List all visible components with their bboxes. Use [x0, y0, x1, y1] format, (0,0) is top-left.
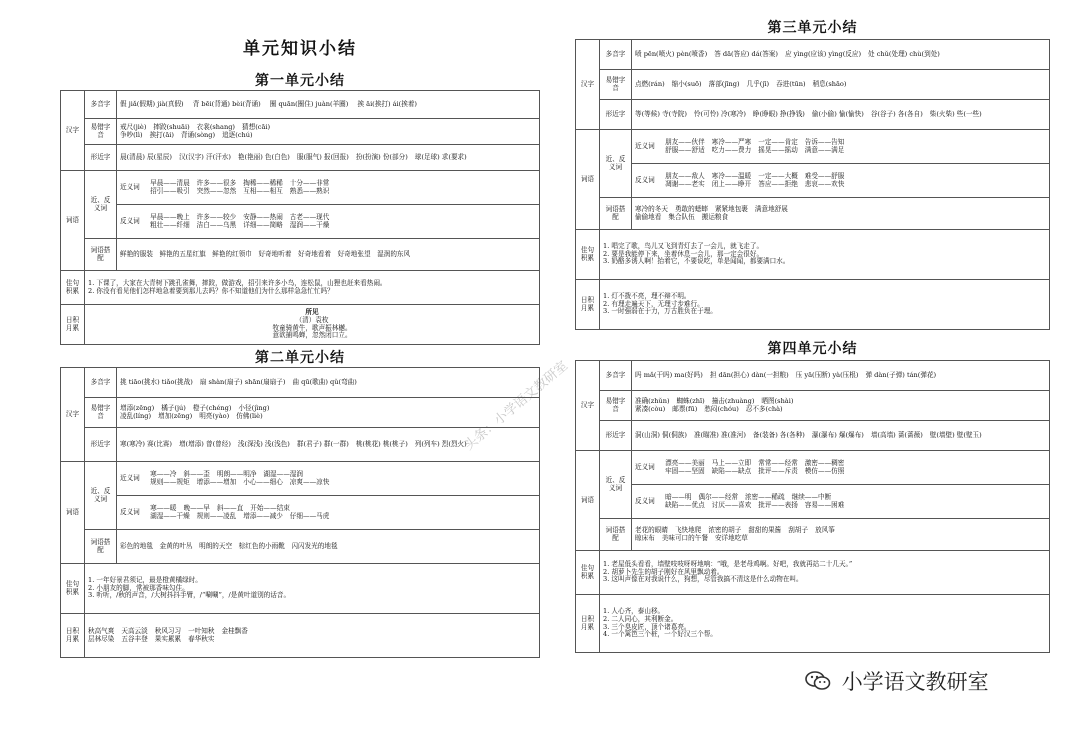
dapei-cell: 鲜艳的服装 鲜艳的五星红旗 鲜艳的红领巾 好奇地听着 好奇地看着 好奇地张望 湿润的东风 [117, 239, 540, 271]
jiaju-cell: 1. 唱完了歌，鸟儿又飞到青灯去了一会儿，就飞走了。 2. 要是我能停下来，坐着休息一会儿，那一定会很好。 3. 奶酪多诱人啊！抬着它，不要说吃，单是闻闻，都要满口水。 [600, 230, 1050, 280]
jin-cell: 近义词 漂亮——美丽 马上——立即 常常——经常 激密——稠密 牢固——坚固 缺陷——缺点 批评——斥责 模仿——仿照 [632, 451, 1050, 485]
unit4-table: 汉字 多音字 吗 mǎ(干吗) ma(好吗) 担 dān(担心) dàn(一担粮) 压 yā(压断) yà(压根) 弹 dàn(子弹) tán(弹花) 易错字音 准确(zhǔn) 蜘蛛(zhī) 撞击(zhuàng) 晒图(shài) 紧凑(còu) 邮票(fū) 愁闷(chóu) 忍不多(chà) 形近字 洞(山洞) 侗(侗族) 准(瞄准) 准(准河) 备(装备) 各(各种) 瀑(瀑布) 爆(爆布) 墙(高墙) 蔷(蔷薇) 壁(墙壁) 壁(壁玉) 词语 近、反义词 近义词 漂亮——美丽 马上——立即 常常——经常 激密——稠密 牢固——坚固 缺陷——缺点 批评——斥责 模仿——仿照 反义词 暗——明 偶尔——经常 浓密——稀疏 继续——中断 缺陷——优点 讨厌——喜欢 批评——表扬 容易——困难 词语搭配 老花的眼睛 飞快地爬 浓密的胡子 甜甜的果酱 刮胡子 放风筝 晾床布 美味可口的午餐 安详地吃草 佳句积累 1. 老屋低头看看，墙壁吱吱呀呀地响：“哦，是老母鸡啊。好吧，我就再站二十几天。” 2. 胡萝卜先生的胡子刚好在风里飘动着。 3. 这叫声像在对我说什么，狗想，尽管我搞不清这是什么动物在叫。 日积月累 1. 人心齐，泰山移。 2. 二人同心，其利断金。 3. 三个臭皮匠，顶个诸葛亮。 4. 一个篱笆三个桩，一个好汉三个帮。 [575, 360, 1050, 653]
sub-jinfan: 近、反义词 [85, 171, 117, 239]
sub-xingjin: 形近字 [85, 145, 117, 171]
left-page [60, 0, 540, 658]
duoyin-cell: 喷 pēn(喷火) pèn(喷香) 答 dā(答应) dá(答案) 应 yìng(应该) yìng(反应) 处 chǔ(处理) chù(到处) [632, 40, 1050, 70]
duoyin-cell: 挑 tiāo(挑水) tiǎo(挑战) 扇 shàn(扇子) shān(扇扇子) 曲 qū(歌曲) qǔ(弯曲) [117, 368, 540, 398]
yicuo-cell: 戒尺(jiè) 摔跤(shuāi) 衣裳(shang) 猜想(cāi) 争吵(lì) 挨打(āi) 背诵(sòng) 追逐(chú) [117, 119, 540, 145]
unit3-title: 第三单元小结 [767, 20, 858, 36]
yicuo-cell: 准确(zhǔn) 蜘蛛(zhī) 撞击(zhuàng) 晒图(shài) 紧凑(còu) 邮票(fū) 愁闷(chóu) 忍不多(chà) [632, 391, 1050, 421]
poem-cell: 所见 （清）袁枚 牧童骑黄牛，歌声振林樾。 意欲捕鸣蝉，忽然闭口立。 [85, 305, 540, 345]
yicuo-cell: 增添(zēng) 橘子(jú) 橙子(chéng) 小径(jìng) 凌乱(líng) 增加(zēng) 明亮(yào) 仿佛(liè) [117, 398, 540, 428]
watermark-text: 小学语文教研室 [841, 670, 989, 694]
duoyin-cell: 假 jiǎ(假期) jià(真假) 背 bēi(背通) bèi(背诵) 圈 quān(圈住) juàn(羊圈) 挨 āi(挨打) ái(挨着) [117, 91, 540, 119]
watermark-stamp: 头条：小学语文教研室 [461, 358, 571, 454]
xingjin-cell: 等(等候) 寺(寺院) 怜(可怜) 冷(寒冷) 睁(睁眼) 挣(挣钱) 偷(小偷) 愉(愉快) 谷(谷子) 各(各自) 柴(火柴) 些(一些) [632, 100, 1050, 130]
unit4-title: 第四单元小结 [767, 341, 858, 357]
dapei-cell: 彩色的地毯 金黄的叶丛 明朗的天空 棕红色的小雨靴 闪闪发光的地毯 [117, 530, 540, 564]
jiaju-cell: 1. 一年好景君须记，最是橙黄橘绿时。 2. 小朋友的脚，常被那香味勾住。 3. 听听，/秋的声音，/大树抖抖手臂，/“唰唰”，/是黄叶道别的话音。 [85, 564, 540, 614]
fan-cell: 反义词 暗——明 偶尔——经常 浓密——稀疏 继续——中断 缺陷——优点 讨厌——喜欢 批评——表扬 容易——困难 [632, 485, 1050, 519]
fan-cell: 反义词 寒——暖 晚——早 斜——直 开始——结束 湖湿——干燥 规则——凌乱 增添——减少 仔细——马虎 [117, 496, 540, 530]
page-title: 单元知识小结 [243, 39, 357, 59]
sub-dapei: 词语搭配 [85, 239, 117, 271]
xingjin-cell: 寒(寒冷) 赛(比赛) 增(增添) 曾(曾经) 浅(深浅) 浅(浅色) 群(君子) 群(一群) 桃(桃花) 桃(桃子) 列(列车) 烈(烈火) [117, 428, 540, 462]
riji-cell: 秋高气爽 天高云淡 秋风习习 一叶知秋 金桂飘香 层林尽染 五谷丰登 果实累累 春华秋实 [85, 614, 540, 658]
yicuo-cell: 点燃(rán) 缩小(suō) 落部(jīng) 几乎(jī) 吞进(tūn) 稍息(shāo) [632, 70, 1050, 100]
cat-ciyu: 词语 [61, 171, 85, 271]
sub-yicuo: 易错字音 [85, 119, 117, 145]
wechat-icon [805, 670, 831, 697]
cat-riji: 日积月累 [61, 305, 85, 345]
dapei-cell: 寒冷的冬天 勇敢的蟋蟀 紧紧地包裹 满意地舒展 偷偷地看 集合队伍 搬运粮食 [632, 198, 1050, 230]
unit1-title: 第一单元小结 [255, 73, 345, 89]
jiaju-cell: 1. 老屋低头看看，墙壁吱吱呀呀地响：“哦，是老母鸡啊。好吧，我就再站二十几天。” 2. 胡萝卜先生的胡子刚好在风里飘动着。 3. 这叫声像在对我说什么，狗想，尽管我搞不清这是什么动物在叫。 [600, 551, 1050, 595]
unit1-table [60, 90, 540, 345]
sub-duoyin: 多音字 [85, 91, 117, 119]
unit2-table: 汉字 多音字 挑 tiāo(挑水) tiǎo(挑战) 扇 shàn(扇子) shān(扇扇子) 曲 qū(歌曲) qǔ(弯曲) 易错字音 增添(zēng) 橘子(jú) 橙子(chéng) 小径(jìng) 凌乱(líng) 增加(zēng) 明亮(yào) 仿佛(liè) 形近字 寒(寒冷) 赛(比赛) 增(增添) 曾(曾经) 浅(深浅) 浅(浅色) 群(君子) 群(一群) 桃(桃花) 桃(桃子) 列(列车) 烈(烈火) 词语 近、反义词 近义词 寒——冷 斜——歪 明朗——明净 湖湿——湿润 规则——规矩 增添——增加 小心——细心 凉爽——凉快 反义词 寒——暖 晚——早 斜——直 开始——结束 湖湿——干燥 规则——凌乱 增添——减少 仔细——马虎 词语搭配 彩色的地毯 金黄的叶丛 明朗的天空 棕红色的小雨靴 闪闪发光的地毯 佳句积累 1. 一年好景君须记，最是橙黄橘绿时。 2. 小朋友的脚，常被那香味勾住。 3. 听听，/秋的声音，/大树抖抖手臂，/“唰唰”，/是黄叶道别的话音。 日积月累 秋高气爽 天高云淡 秋风习习 一叶知秋 金桂飘香 层林尽染 五谷丰登 果实累累 春华秋实 [60, 367, 540, 658]
unit2-title: 第二单元小结 [255, 350, 345, 366]
cat-hanzi: 汉字 [61, 91, 85, 171]
unit3-table: 汉字 多音字 喷 pēn(喷火) pèn(喷香) 答 dā(答应) dá(答案) 应 yìng(应该) yìng(反应) 处 chǔ(处理) chù(到处) 易错字音 点燃(rán) 缩小(suō) 落部(jīng) 几乎(jī) 吞进(tūn) 稍息(shāo) 形近字 等(等候) 寺(寺院) 怜(可怜) 冷(寒冷) 睁(睁眼) 挣(挣钱) 偷(小偷) 愉(愉快) 谷(谷子) 各(各自) 柴(火柴) 些(一些) 词语 近、反义词 近义词 朋友——伙伴 寒冷——严寒 一定——肯定 告诉——告知 舒服——舒适 吃力——费力 摇晃——摇动 满意——满足 反义词 朋友——敌人 寒冷——温暖 一定——大概 难受——舒服 凋谢——老实 闭上——睁开 答应——拒绝 悲哀——欢快 词语搭配 寒冷的冬天 勇敢的蟋蟀 紧紧地包裹 满意地舒展 偷偷地看 集合队伍 搬运粮食 佳句积累 1. 唱完了歌，鸟儿又飞到青灯去了一会儿，就飞走了。 2. 要是我能停下来，坐着休息一会儿，那一定会很好。 3. 奶酪多诱人啊！抬着它，不要说吃，单是闻闻，都要满口水。 日积月累 1. 灯不拨不亮，理不辩不明。 2. 有理走遍天下，无理寸步难行。 3. 一时强弱在于力，万古胜负在于理。 [575, 39, 1050, 330]
cat-jiaju: 佳句积累 [61, 271, 85, 305]
jin-cell: 近义词 寒——冷 斜——歪 明朗——明净 湖湿——湿润 规则——规矩 增添——增加 小心——细心 凉爽——凉快 [117, 462, 540, 496]
xingjin-cell: 晨(清晨) 辰(星辰) 汉(汉字) 汗(汗水) 艳(艳丽) 色(白色) 服(服气) 报(回报) 扮(扮演) 份(部分) 球(足球) 求(要求) [117, 145, 540, 171]
jiaju-cell: 1. 下课了，大家在大青树下跳孔雀舞，摔跤，做游戏，招引来许多小鸟，连松鼠，山狸也赶来看热闹。 2. 你没有看见他们怎样地急着要到那儿去吗？你不知道他们为什么那样急急忙忙吗？ [85, 271, 540, 305]
duoyin-cell: 吗 mǎ(干吗) ma(好吗) 担 dān(担心) dàn(一担粮) 压 yā(压断) yà(压根) 弹 dàn(子弹) tán(弹花) [632, 361, 1050, 391]
riji-cell: 1. 灯不拨不亮，理不辩不明。 2. 有理走遍天下，无理寸步难行。 3. 一时强弱在于力，万古胜负在于理。 [600, 280, 1050, 330]
jin-cell: 近义词 早晨——清晨 许多——很多 掏稀——稀稀 十分——非常 招引——吸引 突然——忽然 互相——相互 熟悉——熟识 [117, 171, 540, 205]
fan-cell: 反义词 朋友——敌人 寒冷——温暖 一定——大概 难受——舒服 凋谢——老实 闭上——睁开 答应——拒绝 悲哀——欢快 [632, 164, 1050, 198]
jin-cell: 近义词 朋友——伙伴 寒冷——严寒 一定——肯定 告诉——告知 舒服——舒适 吃力——费力 摇晃——摇动 满意——满足 [632, 130, 1050, 164]
fan-cell: 反义词 早晨——晚上 许多——较少 安静——热闹 古老——现代 粗壮——纤细 洁白——乌黑 详细——简略 湿润——干燥 [117, 205, 540, 239]
wechat-watermark [805, 666, 989, 697]
xingjin-cell: 洞(山洞) 侗(侗族) 准(瞄准) 准(准河) 备(装备) 各(各种) 瀑(瀑布) 爆(爆布) 墙(高墙) 蔷(蔷薇) 壁(墙壁) 壁(壁玉) [632, 421, 1050, 451]
dapei-cell: 老花的眼睛 飞快地爬 浓密的胡子 甜甜的果酱 刮胡子 放风筝 晾床布 美味可口的午餐 安详地吃草 [632, 519, 1050, 551]
right-page [575, 0, 1050, 653]
riji-cell: 1. 人心齐，泰山移。 2. 二人同心，其利断金。 3. 三个臭皮匠，顶个诸葛亮。 4. 一个篱笆三个桩，一个好汉三个帮。 [600, 595, 1050, 653]
